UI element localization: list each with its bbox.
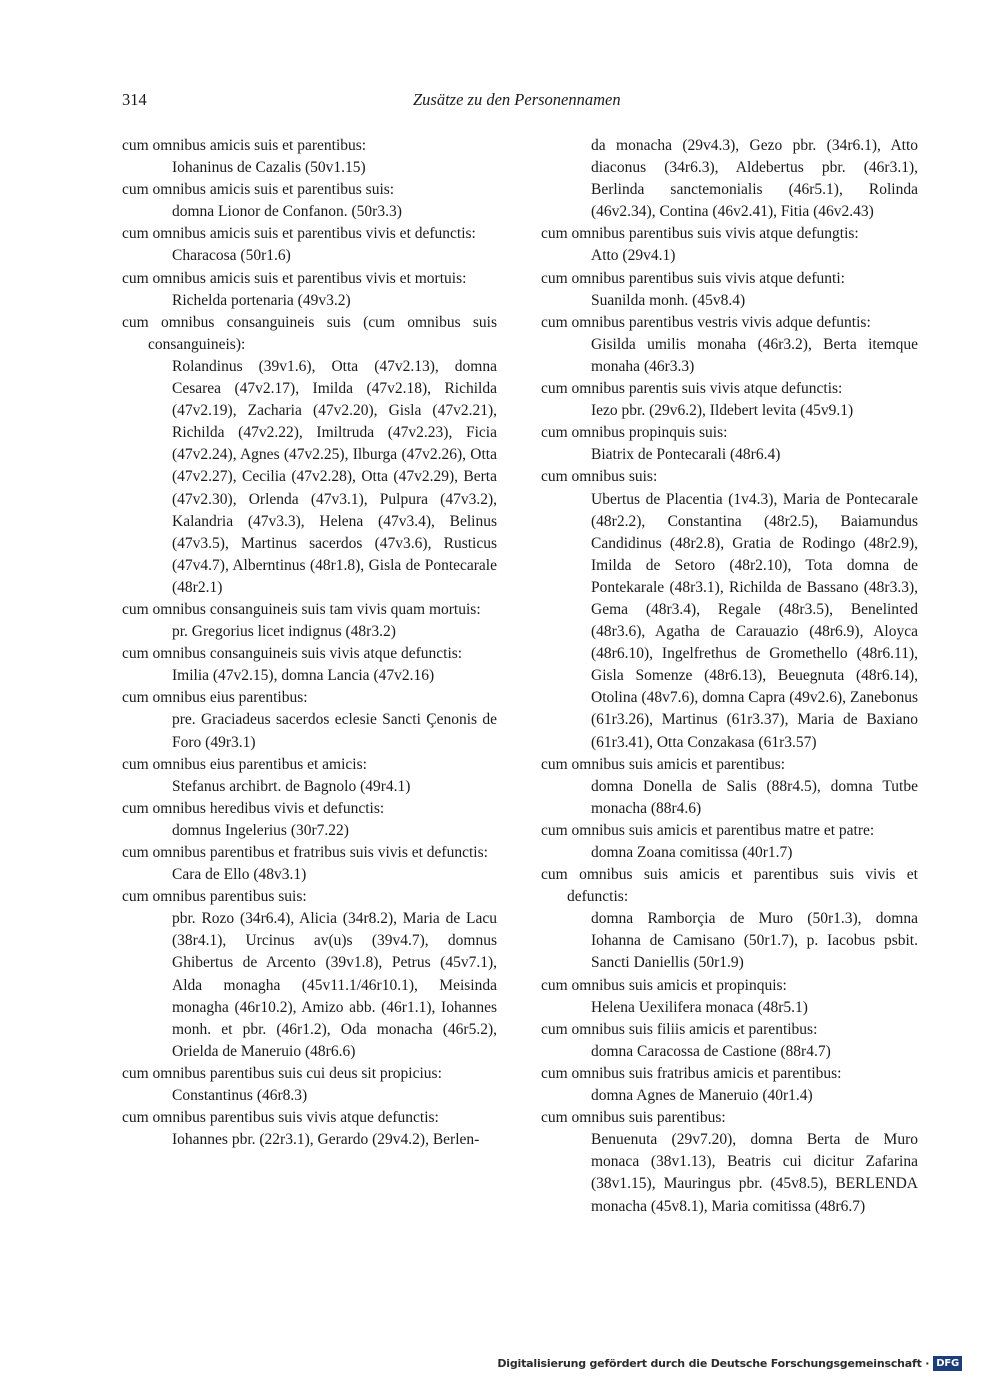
entry [122,179,497,223]
small-caps-name: BERLENDA [835,1175,919,1193]
entry [122,599,497,643]
entry [122,223,497,267]
entry-heading: cum omnibus suis amicis et propinquis: [541,976,787,994]
entry [541,268,918,312]
entry-heading: cum omnibus suis filiis amicis et parentibus: [541,1020,818,1038]
entry-names: domna Agnes de Maneruio (40r1.4) [591,1087,813,1105]
entry-names: domnus Ingelerius (30r7.22) [172,821,349,839]
entry [122,886,497,1063]
entry [541,754,918,820]
entry-heading: cum omnibus parentibus et fratribus suis vivis et defunctis: [122,844,488,861]
entry-heading: cum omnibus heredibus vivis et defunctis: [122,799,385,817]
entry [122,798,497,842]
entry [122,842,497,886]
entry-names: Suanilda monh. (45v8.4) [591,291,746,309]
entry-names: Richelda portenaria (49v3.2) [172,291,351,309]
entry-heading: cum omnibus parentibus suis vivis atque defunctis: [122,1109,439,1127]
entry-names: domna Zoana comitissa (40r1.7) [591,844,793,861]
entry-heading: cum omnibus consanguineis suis tam vivis quam mortuis: [122,600,481,618]
entry-names: Stefanus archibrt. de Bagnolo (49r4.1) [172,777,411,795]
entry-names: domna Ramborçia de Muro (50r1.3), domna Iohanna de Camisano (50r1.7), p. Iacobus psbit. Sancti Daniellis (50r1.9) [591,910,918,972]
entry [541,223,918,267]
entry [541,312,918,378]
entry-names [541,1129,918,1217]
entry-heading: cum omnibus parentibus suis vivis atque defungtis: [541,225,859,243]
entry-names: domna Lionor de Confanon. (50r3.3) [172,203,402,221]
entry [122,268,497,312]
entry-heading: cum omnibus amicis suis et parentibus: [122,137,367,154]
entry-heading: cum omnibus amicis suis et parentibus suis: [122,181,395,199]
entry [122,643,497,687]
entry-names: pbr. Rozo (34r6.4), Alicia (34r8.2), Maria de Lacu (38r4.1), Urcinus av(u)s (39v4.7), domnus Ghibertus de Arcento (39v1.8), Petrus (45v7.1), Alda monagha (45v11.1/46r10.1), Meisinda monagha (46r10.2), Amizo abb. (46r1.1), Iohannes monh. et pbr. (46r1.2), Oda monacha (46r5.2), Orielda de Maneruio (48r6.6) [172,910,497,1060]
entry-heading: cum omnibus suis amicis et parentibus suis vivis et defunctis: [541,866,918,906]
entry-heading: cum omnibus suis amicis et parentibus: [541,755,786,773]
entry-heading: cum omnibus parentibus suis cui deus sit propicius: [122,1064,442,1082]
entry-names: Atto (29v4.1) [591,247,676,265]
entry-heading: cum omnibus amicis suis et parentibus vivis et mortuis: [122,269,467,287]
page-number: 314 [122,90,147,109]
entry [541,378,918,422]
entry-names: pre. Graciadeus sacerdos eclesie Sancti Çenonis de Foro (49r3.1) [172,711,497,751]
entry-heading: cum omnibus suis fratribus amicis et parentibus: [541,1064,842,1082]
entry [122,687,497,753]
entry-heading: cum omnibus suis amicis et parentibus matre et patre: [541,821,875,839]
entry-names: Iohannes pbr. (22r3.1), Gerardo (29v4.2), Berlen- [172,1131,480,1149]
entry [541,1019,918,1063]
running-title: Zusätze zu den Personennamen [413,90,621,109]
entry-heading: cum omnibus consanguineis suis (cum omnibus suis consanguineis): [122,313,497,353]
entry [122,754,497,798]
entry-names: Cara de Ello (48v3.1) [172,866,307,884]
entry [541,864,918,974]
entry-heading: cum omnibus parentis suis vivis atque defunctis: [541,380,843,398]
entry [541,466,918,753]
entry-names: domna Donella de Salis (88r4.5), domna Tutbe monacha (88r4.6) [591,777,918,817]
entry-names: Helena Uexilifera monaca (48r5.1) [591,998,808,1016]
entry-names: Characosa (50r1.6) [172,247,291,265]
entry-names-part: Benuenuta (29v7.20), domna Berta de Muro monaca (38v1.13), Beatris cui dicitur Zafarina (38v1.15), Mauringus pbr. (45v8.5), [591,1131,918,1193]
entry [541,1107,918,1217]
digitization-footer [497,1356,962,1371]
entry [122,1107,497,1151]
entry [122,135,497,179]
entry-names: Iezo pbr. (29v6.2), Ildebert levita (45v9.1) [591,402,854,420]
entry-names-continued: da monacha (29v4.3), Gezo pbr. (34r6.1), Atto diaconus (34r6.3), Aldebertus pbr. (46r3.1), Berlinda sanctemonialis (46r5.1), Rolinda (46v2.34), Contina (46v2.41), Fitia (46v2.43) [591,137,918,221]
entry-heading: cum omnibus eius parentibus et amicis: [122,755,367,773]
entry-names: Imilia (47v2.15), domna Lancia (47v2.16) [172,667,435,685]
entry-heading: cum omnibus amicis suis et parentibus vivis et defunctis: [122,225,476,243]
entry-heading: cum omnibus parentibus vestris vivis adque defuntis: [541,313,871,331]
entry [122,1063,497,1107]
left-column [122,135,497,1151]
entry [541,975,918,1019]
right-column [541,135,918,1218]
entry-names: Rolandinus (39v1.6), Otta (47v2.13), domna Cesarea (47v2.17), Imilda (47v2.18), Richilda (47v2.19), Zacharia (47v2.20), Gisla (47v2.21), Richilda (47v2.22), Imiltruda (47v2.23), Ficia (47v2.24), Agnes (47v2.25), Ilburga (47v2.26), Otta (47v2.27), Cecilia (47v2.28), Otta (47v2.29), Berta (47v2.30), Orlenda (47v3.1), Pulpura (47v3.2), Kalandria (47v3.3), Helena (47v3.4), Belinus (47v3.5), Martinus sacerdos (47v3.6), Rusticus (47v4.7), Alberntinus (48r1.8), Gisla de Pontecarale (48r2.1) [172,357,497,596]
entry-names: Iohaninus de Cazalis (50v1.15) [172,159,366,177]
entry-heading: cum omnibus parentibus suis vivis atque defunti: [541,269,845,287]
entry [122,312,497,599]
entry-heading: cum omnibus suis: [541,468,658,486]
entry-names: Constantinus (46r8.3) [172,1087,308,1105]
entry-names: domna Caracossa de Castione (88r4.7) [591,1042,831,1060]
entry-heading: cum omnibus suis parentibus: [541,1109,726,1127]
footer-text: Digitalisierung gefördert durch die Deutsche Forschungsgemeinschaft · [497,1357,930,1370]
dfg-logo: DFG [933,1356,962,1371]
entry [541,820,918,864]
entry-heading: cum omnibus parentibus suis: [122,888,307,906]
entry-names: Biatrix de Pontecarali (48r6.4) [591,446,781,464]
entry-heading: cum omnibus eius parentibus: [122,689,308,707]
entry [541,1063,918,1107]
entry-heading: cum omnibus consanguineis suis vivis atque defunctis: [122,645,463,663]
entry [541,422,918,466]
entry-names-part: monacha (45v8.1), Maria comitissa (48r6.7) [591,1197,866,1215]
entry-names: pr. Gregorius licet indignus (48r3.2) [172,623,396,641]
entry-names: Gisilda umilis monaha (46r3.2), Berta itemque monaha (46r3.3) [591,335,918,375]
entry-names: Ubertus de Placentia (1v4.3), Maria de Pontecarale (48r2.2), Constantina (48r2.5), Baiamundus Candidinus (48r2.8), Gratia de Rodingo (48r2.9), Imilda de Setoro (48r2.10), Tota domna de Pontekarale (48r3.1), Richilda de Bassano (48r3.3), Gema (48r3.4), Regale (48r3.5), Benelinted (48r3.6), Agatha de Carauazio (48r6.9), Aloyca (48r6.10), Ingelfrethus de Gromethello (48r6.11), Gisla Somenze (48r6.13), Beuegnuta (48r6.14), Otolina (48v7.6), domna Capra (49v2.6), Zanebonus (61r3.26), Martinus (61r3.37), Maria de Baxiano (61r3.41), Otta Conzakasa (61r3.57) [591,490,918,751]
entry-heading: cum omnibus propinquis suis: [541,424,728,442]
